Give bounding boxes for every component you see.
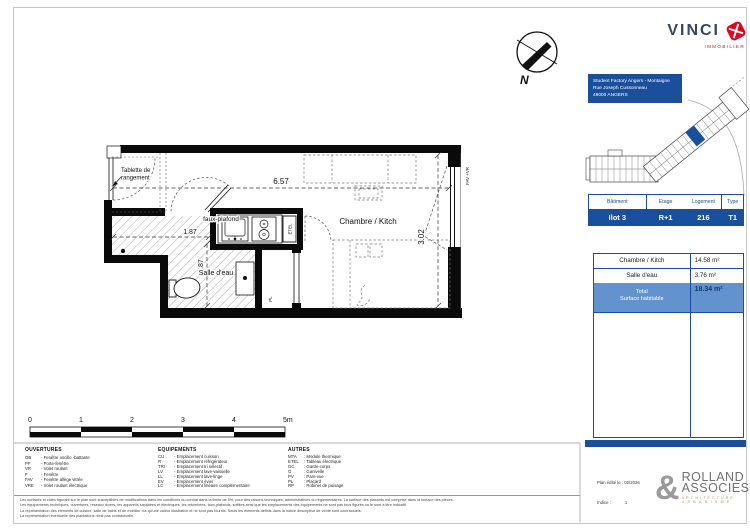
architect-name-line2: ASSOCIES: [681, 481, 750, 495]
indice-value: 1: [624, 500, 628, 505]
area-total-value: 18.34 m²: [691, 283, 744, 312]
areas-table: [593, 253, 744, 438]
label-salle-deau: Salle d'eau: [198, 270, 234, 277]
project-address-box: [588, 74, 682, 103]
area-total-label-line1: Total: [635, 289, 648, 296]
unit-value-logement: 216: [685, 210, 721, 226]
legend-item: MTA : Module thermique: [288, 454, 341, 459]
tablette-leader-arrow: [113, 177, 121, 186]
vinci-logo: [650, 19, 748, 49]
furniture: [304, 155, 450, 308]
legend-autres: [288, 447, 343, 489]
label-faux-plafond: faux-plafond: [203, 216, 239, 223]
unit-value-etage: R+1: [647, 210, 685, 226]
label-fav-vr: FAV +VR: [465, 167, 470, 185]
disclaimer-line: La représentation éventuelle des plantations n'est pas contractuelle.: [20, 514, 135, 519]
legend-item: LV - Emplacement lave-vaisselle: [158, 468, 230, 474]
dim-sdb-height: 1.87: [198, 259, 205, 273]
label-tablette-line2: rangement: [121, 175, 150, 182]
legend-item: PL : Placard: [288, 478, 321, 484]
legend-item: F - Fenêtre: [25, 471, 59, 477]
legend-item: CU - Emplacement cuisson: [158, 454, 219, 459]
area-table-filler: [594, 313, 690, 437]
disclaimer-line: Les équipements techniques, ouvertures, réseaux divers, les appareils sanitaires et électriques, les retombées, faux-plafonds, soffites ainsi que les emplacements des équipements ne sont pas tous figurés ou le sont à titre indicatif.: [20, 503, 407, 508]
scale-tick: 5m: [283, 417, 293, 424]
architect-tagline1: ARCHITECTURE: [681, 495, 735, 500]
area-row-value: 14.58 m²: [691, 254, 744, 268]
area-row-label: Chambre / Kitch: [594, 254, 690, 268]
legend-title: EQUIPEMENTS: [158, 447, 197, 453]
project-street: Rue Joseph Cussonneau: [593, 86, 647, 91]
disclaimer-line: Les surfaces et côtes figurant sur le plan sont susceptibles de modifications dans les conditions du contrat dans la limite de 5%, pour des raisons techniques, administratives ou réglementaires. La surface des placards est comprise dans la surface des pièces.: [20, 498, 454, 502]
vinci-immobilier-label: IMMOBILIER: [704, 44, 745, 49]
area-total-label-line2: Surface habitable: [620, 296, 664, 303]
label-tablette-line1: Tablette de: [121, 168, 151, 174]
dim-sdb-width: 1.87: [183, 229, 197, 236]
north-compass-icon: [517, 32, 557, 87]
project-name: Student Factory Angers - Montaigne: [593, 79, 670, 84]
scale-tick: 3: [181, 417, 185, 424]
disclaimer: [14, 495, 580, 522]
dim-room-height: 3.02: [417, 229, 426, 245]
area-row-label: Salle d'eau: [594, 269, 690, 283]
legend-item: OB - Fenêtre oscillo -battante: [25, 455, 90, 460]
unit-header-batiment: Bâtiment: [589, 195, 646, 209]
unit-info-table: [588, 194, 744, 226]
unit-value-type: T1: [722, 210, 743, 226]
label-etel: ETEL: [287, 223, 293, 235]
architect-ampersand: &: [655, 468, 680, 507]
unit-header-type: Type: [722, 195, 743, 209]
unit-header-logement: Logement: [685, 195, 721, 209]
plan-edited-date: Plan édité le : 02/2026: [597, 480, 640, 485]
label-chambre: Chambre / Kitch: [339, 217, 397, 226]
legend-item: FAV - Fenêtre allège vitrée: [25, 477, 83, 482]
plan-indice: [597, 500, 627, 505]
indice-label: Indice :: [597, 500, 611, 505]
legend-item: R - Emplacement réfrigérateur: [158, 458, 228, 464]
legend-title: AUTRES: [288, 447, 310, 453]
vinci-logo-mark-icon: [724, 19, 748, 43]
wardrobe-outline: [304, 155, 416, 183]
floor-drain: [121, 249, 125, 253]
legend-item: PV : Pare-vue: [288, 473, 324, 479]
unit-value-batiment: Ilot 3: [589, 210, 646, 226]
area-total-label: [594, 283, 690, 312]
dim-width-top: 6.57: [273, 177, 289, 186]
window-swing: [424, 166, 447, 250]
bathroom-door: [171, 177, 231, 212]
duvet-squiggle: [357, 285, 369, 306]
legend-item: PF - Porte-fenêtre: [25, 460, 69, 466]
placard-door-swing: [305, 216, 331, 242]
legend: [14, 443, 580, 495]
legend-equipements: [158, 447, 250, 489]
partition-wall: [294, 252, 299, 304]
area-row-value: 3.76 m²: [691, 269, 744, 283]
architect-tagline2: URBANISME: [681, 499, 733, 504]
bed-outline: [333, 240, 450, 308]
tablette-zone: [112, 153, 166, 212]
scale-tick: 1: [79, 417, 83, 424]
project-city: 49000 ANGERS: [593, 93, 628, 98]
legend-item: G : Ganivelle: [288, 468, 325, 474]
legend-item: VRE - Volet roulant électrique: [25, 482, 88, 488]
scale-bar: [28, 417, 293, 437]
legend-title: OUVERTURES: [25, 447, 62, 453]
legend-item: TRI - Emplacement tri sélectif: [158, 463, 223, 469]
legend-item: LC - Emplacement linéaire complémentaire: [158, 483, 250, 489]
disclaimer-line: La représentation des éléments de cuisine, salle de bains et de mobilier n'a qu'une valeur illustrative et ne sont pas fournis. Seuls les éléments définis dans la notice descriptive de vente sont contractuels.: [20, 508, 362, 513]
north-label: N: [520, 73, 529, 87]
legend-item: LL - Emplacement lave-linge: [158, 473, 223, 479]
vinci-wordmark: VINCI: [667, 22, 720, 39]
unit-header-etage: Etage: [647, 195, 685, 209]
area-table-filler: [691, 313, 744, 437]
legend-item: GC : Garde-corps: [288, 463, 331, 469]
label-pl: PL: [268, 296, 273, 302]
legend-ouvertures: [25, 447, 90, 488]
legend-item: RP : Robinet de puisage: [288, 483, 344, 489]
cooktop-icon: [252, 217, 276, 241]
scale-tick: 4: [232, 417, 236, 424]
scale-tick: 2: [130, 417, 134, 424]
architect-name-line1: ROLLAND: [681, 470, 745, 484]
legend-item: ETEL : Tableau électrique: [288, 458, 342, 464]
scale-tick: 0: [28, 417, 32, 424]
footer-accent-bar: [585, 440, 746, 447]
architect-logo: [655, 468, 750, 507]
shower-tray: [236, 262, 254, 295]
legend-item: EV - Emplacement évier: [158, 478, 214, 484]
legend-item: VR - Volet roulant: [25, 466, 68, 471]
